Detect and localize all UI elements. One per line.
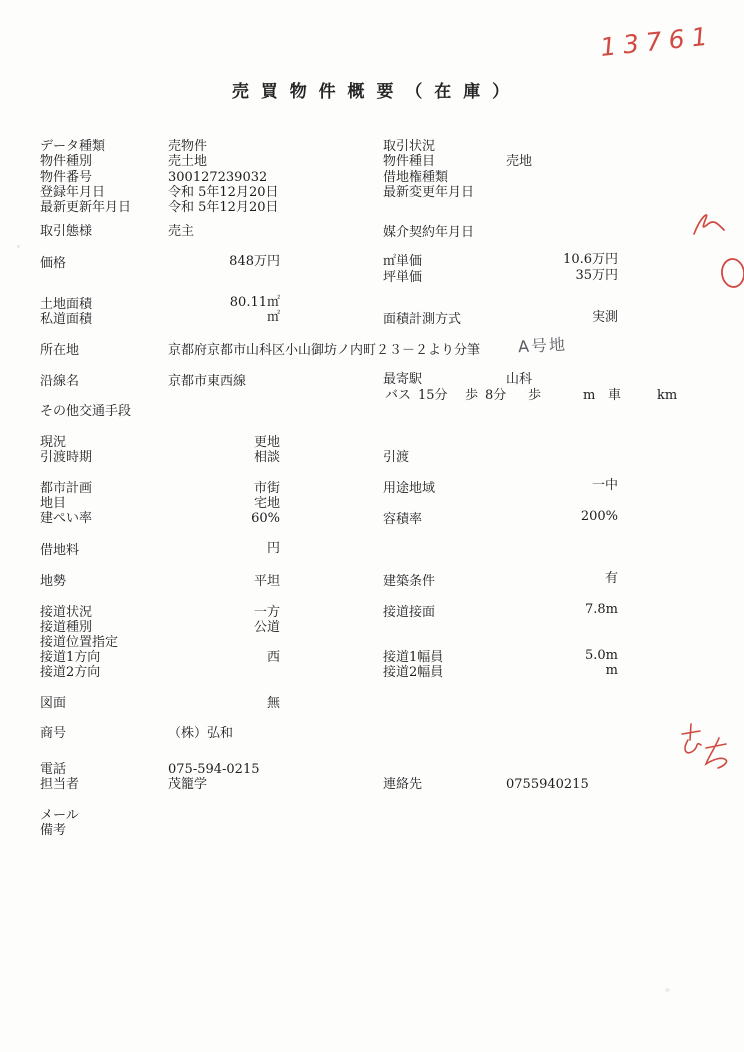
field-area-measurement-value: 実測 bbox=[591, 310, 618, 325]
field-transaction-mode-value: 売主 bbox=[168, 224, 195, 239]
field-land-area-label: 土地面積 bbox=[40, 297, 93, 312]
red-check-scribble-icon bbox=[690, 206, 730, 246]
field-location-label: 所在地 bbox=[40, 343, 80, 358]
field-handover-time-label: 引渡時期 bbox=[40, 450, 93, 465]
field-building-coverage-label: 建ぺい率 bbox=[40, 511, 93, 526]
access-meter-unit: m bbox=[583, 388, 596, 403]
field-road-position-label: 接道位置指定 bbox=[40, 635, 119, 650]
field-building-conditions-value: 有 bbox=[604, 571, 618, 586]
field-drawing-value: 無 bbox=[266, 696, 280, 711]
field-transaction-mode-label: 取引態様 bbox=[40, 224, 93, 239]
access-bus-time: 15分 bbox=[418, 388, 448, 403]
scan-speck bbox=[57, 485, 66, 489]
field-road1-direction-value: 西 bbox=[266, 650, 280, 665]
field-private-road-area-value: ㎡ bbox=[266, 310, 280, 325]
field-building-coverage-value: 60% bbox=[251, 511, 280, 526]
field-land-rent-value: 円 bbox=[266, 541, 280, 556]
field-last-update-label: 最新更新年月日 bbox=[40, 200, 132, 215]
field-road2-width-label: 接道2幅員 bbox=[383, 665, 444, 680]
field-land-rent-label: 借地料 bbox=[40, 543, 80, 558]
field-road-type-value: 公道 bbox=[253, 620, 280, 635]
field-private-road-area-label: 私道面積 bbox=[40, 312, 93, 327]
field-transaction-status-label: 取引状況 bbox=[383, 139, 436, 154]
field-unit-price-sqm-value: 10.6万円 bbox=[563, 252, 618, 267]
access-bus-label: バス bbox=[385, 388, 412, 403]
field-handover-label: 引渡 bbox=[383, 450, 410, 465]
field-property-number-value: 300127239032 bbox=[168, 170, 268, 185]
field-last-update-value: 令和 5年12月20日 bbox=[168, 200, 279, 215]
field-road-contact-label: 接道状況 bbox=[40, 605, 93, 620]
field-price-value: 848万円 bbox=[229, 254, 280, 269]
access-walk1-label: 歩 bbox=[465, 388, 479, 403]
field-property-category-label: 物件種目 bbox=[383, 154, 436, 169]
field-last-change-date-label: 最新変更年月日 bbox=[383, 185, 475, 200]
field-property-kind-value: 売土地 bbox=[168, 154, 208, 169]
field-road1-width-label: 接道1幅員 bbox=[383, 650, 444, 665]
field-nearest-station-value: 山科 bbox=[506, 372, 533, 387]
field-email-label: メール bbox=[40, 808, 79, 823]
red-circle-icon bbox=[718, 255, 744, 291]
field-price-label: 価格 bbox=[40, 256, 67, 271]
access-car-label: 車 bbox=[608, 388, 622, 403]
field-current-state-label: 現況 bbox=[40, 435, 67, 450]
field-contact-person-label: 担当者 bbox=[40, 777, 80, 792]
field-area-measurement-label: 面積計測方式 bbox=[383, 312, 462, 327]
field-road1-width-value: 5.0m bbox=[584, 648, 618, 663]
field-drawing-label: 図面 bbox=[40, 696, 67, 711]
field-unit-price-sqm-label: ㎡単価 bbox=[383, 254, 423, 269]
scan-speck bbox=[665, 988, 670, 992]
field-unit-price-tsubo-label: 坪単価 bbox=[383, 270, 423, 285]
field-phone-label: 電話 bbox=[40, 762, 67, 777]
field-floor-area-ratio-label: 容積率 bbox=[383, 512, 423, 527]
red-scribble-note-icon bbox=[674, 718, 734, 782]
scan-speck bbox=[17, 245, 20, 248]
field-land-category-label: 地目 bbox=[40, 496, 67, 511]
field-phone-value: 075-594-0215 bbox=[168, 762, 260, 777]
field-location-value: 京都府京都市山科区小山御坊ノ内町２３－２より分筆 bbox=[168, 343, 481, 358]
access-walk2-label: 歩 bbox=[528, 388, 542, 403]
field-zoning-value: 一中 bbox=[591, 478, 618, 493]
field-road2-width-value: m bbox=[605, 663, 618, 678]
field-leasehold-type-label: 借地権種類 bbox=[383, 170, 449, 185]
access-km-unit: km bbox=[657, 388, 678, 403]
field-building-conditions-label: 建築条件 bbox=[383, 574, 436, 589]
field-land-area-value: 80.11㎡ bbox=[229, 295, 280, 310]
field-road-type-label: 接道種別 bbox=[40, 620, 93, 635]
access-walk1-time: 8分 bbox=[485, 388, 507, 403]
field-city-planning-label: 都市計画 bbox=[40, 481, 93, 496]
field-registration-date-value: 令和 5年12月20日 bbox=[168, 185, 279, 200]
field-road1-direction-label: 接道1方向 bbox=[40, 650, 101, 665]
field-road-frontage-label: 接道接面 bbox=[383, 605, 436, 620]
field-registration-date-label: 登録年月日 bbox=[40, 185, 106, 200]
field-topography-label: 地勢 bbox=[40, 574, 67, 589]
field-current-state-value: 更地 bbox=[253, 435, 280, 450]
field-road-frontage-value: 7.8m bbox=[584, 602, 618, 617]
field-contact-person-value: 茂籠学 bbox=[168, 777, 208, 792]
field-company-name-label: 商号 bbox=[40, 726, 67, 741]
field-land-category-value: 宅地 bbox=[253, 496, 280, 511]
field-floor-area-ratio-value: 200% bbox=[580, 509, 618, 524]
field-rail-line-label: 沿線名 bbox=[40, 374, 80, 389]
field-nearest-station-label: 最寄駅 bbox=[383, 372, 423, 387]
handwritten-serial-number: 13761 bbox=[598, 21, 716, 62]
field-road-contact-value: 一方 bbox=[253, 605, 280, 620]
field-unit-price-tsubo-value: 35万円 bbox=[575, 268, 618, 283]
field-property-category-value: 売地 bbox=[506, 154, 533, 169]
field-data-type-value: 売物件 bbox=[168, 139, 208, 154]
field-remarks-label: 備考 bbox=[40, 823, 67, 838]
field-topography-value: 平坦 bbox=[253, 574, 280, 589]
field-data-type-label: データ種類 bbox=[40, 139, 106, 154]
field-rail-line-value: 京都市東西線 bbox=[168, 374, 247, 389]
document-title: 売 買 物 件 概 要 （ 在 庫 ） bbox=[231, 82, 513, 102]
field-handover-time-value: 相談 bbox=[253, 450, 280, 465]
field-city-planning-value: 市街 bbox=[253, 481, 280, 496]
field-contact-number-value: 0755940215 bbox=[506, 777, 589, 792]
field-zoning-label: 用途地域 bbox=[383, 481, 436, 496]
handwritten-lot-note: A号地 bbox=[517, 334, 568, 357]
field-company-name-value: （株）弘和 bbox=[168, 726, 234, 741]
field-agency-contract-label: 媒介契約年月日 bbox=[383, 225, 475, 240]
field-property-number-label: 物件番号 bbox=[40, 170, 93, 185]
field-contact-number-label: 連絡先 bbox=[383, 777, 423, 792]
field-other-transport-label: その他交通手段 bbox=[40, 404, 132, 419]
field-property-kind-label: 物件種別 bbox=[40, 154, 93, 169]
field-road2-direction-label: 接道2方向 bbox=[40, 665, 101, 680]
